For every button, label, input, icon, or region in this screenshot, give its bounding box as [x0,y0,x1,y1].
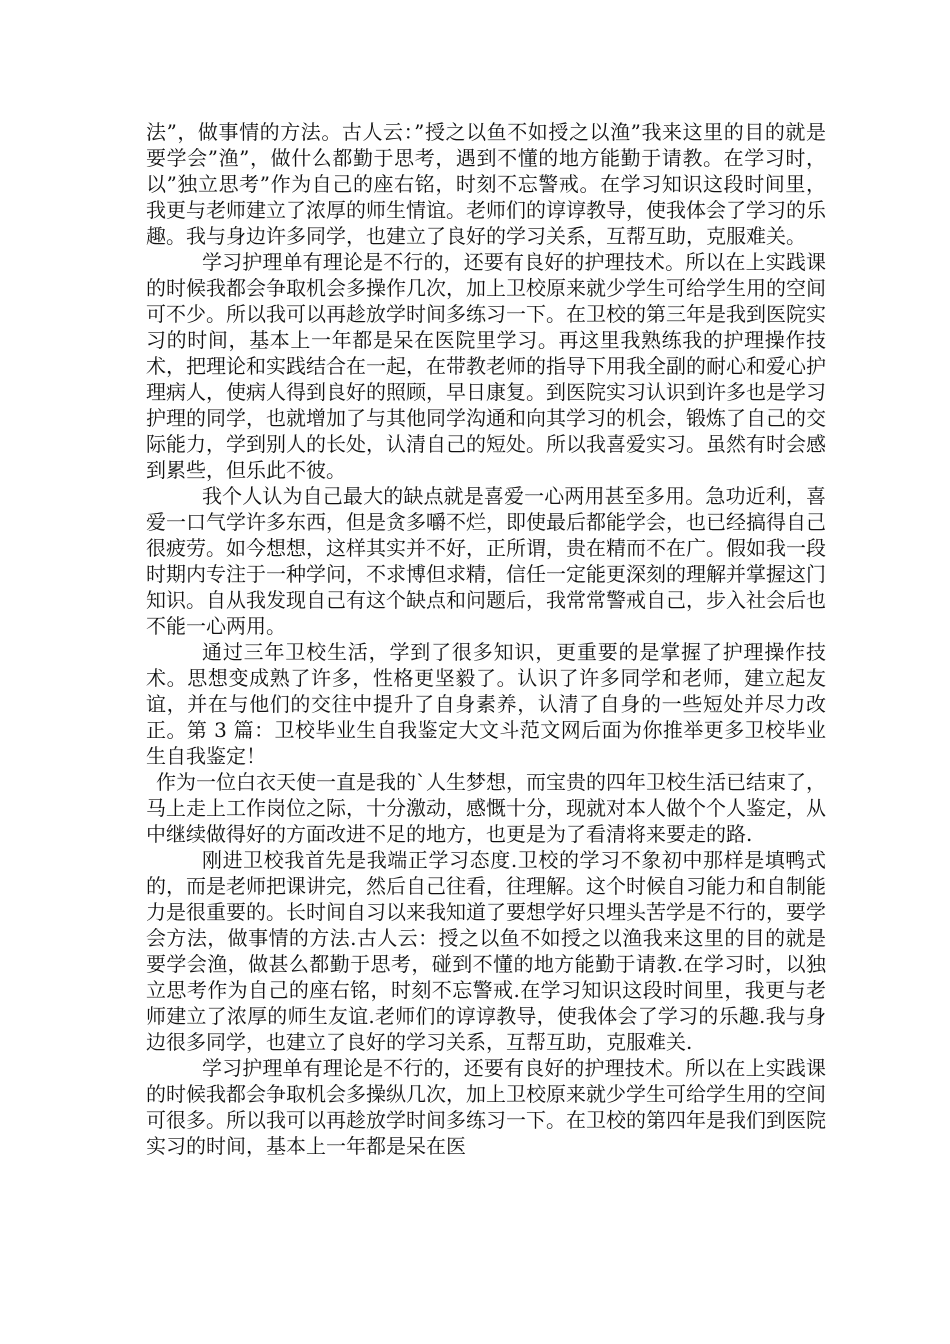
paragraph-6: 刚进卫校我首先是我端正学习态度.卫校的学习不象初中那样是填鸭式的，而是老师把课讲完，然后自己往看，往理解。这个时候自习能力和自制能力是很重要的。长时间自习以来我知道了要想学好只埋头苦学是不行的，要学会方法，做事情的方法.古人云：授之以鱼不如授之以渔我来这里的目的就是要学会渔，做甚么都勤于思考，碰到不懂的地方能勤于请教.在学习时，以独立思考作为自己的座右铭，时刻不忘警戒.在学习知识这段时间里，我更与老师建立了浓厚的师生友谊.老师们的谆谆教导，使我体会了学习的乐趣.我与身边很多同学，也建立了良好的学习关系，互帮互助，克服难关. [146,848,826,1054]
paragraph-5: 作为一位白衣天使一直是我的`人生梦想，而宝贵的四年卫校生活已结束了，马上走上工作岗位之际，十分激动，感慨十分，现就对本人做个个人鉴定，从中继续做得好的方面改进不足的地方，也更是为了看清将来要走的路. [146,770,826,846]
paragraph-3: 我个人认为自己最大的缺点就是喜爱一心两用甚至多用。急功近利，喜爱一口气学许多东西，但是贪多嚼不烂，即使最后都能学会，也已经搞得自己很疲劳。如今想想，这样其实并不好，正所谓，贵在精而不在广。假如我一段时期内专注于一种学问，不求博但求精，信任一定能更深刻的理解并掌握这门知识。自从我发现自己有这个缺点和问题后，我常常警戒自己，步入社会后也不能一心两用。 [146,484,826,638]
paragraph-2: 学习护理单有理论是不行的，还要有良好的护理技术。所以在上实践课的时候我都会争取机会多操作几次，加上卫校原来就少学生可给学生用的空间可不少。所以我可以再趁放学时间多练习一下。在卫校的第三年是我到医院实习的时间，基本上一年都是呆在医院里学习。再这里我熟练我的护理操作技术，把理论和实践结合在一起，在带教老师的指导下用我全副的耐心和爱心护理病人，使病人得到良好的照顾，早日康复。到医院实习认识到许多也是学习护理的同学，也就增加了与其他同学沟通和向其学习的机会，锻炼了自己的交际能力，学到别人的长处，认清自己的短处。所以我喜爱实习。虽然有时会感到累些，但乐此不彼。 [146,250,826,482]
paragraph-7: 学习护理单有理论是不行的，还要有良好的护理技术。所以在上实践课的时候我都会争取机会多操纵几次，加上卫校原来就少学生可给学生用的空间可很多。所以我可以再趁放学时间多练习一下。在卫校的第四年是我们到医院实习的时间，基本上一年都是呆在医 [146,1056,826,1158]
paragraph-1: 法”，做事情的方法。古人云：”授之以鱼不如授之以渔”我来这里的目的就是要学会”渔”，做什么都勤于思考，遇到不懂的地方能勤于请教。在学习时，以”独立思考”作为自己的座右铭，时刻不忘警戒。在学习知识这段时间里，我更与老师建立了浓厚的师生情谊。老师们的谆谆教导，使我体会了学习的乐趣。我与身边许多同学，也建立了良好的学习关系，互帮互助，克服难关。 [146,120,826,248]
paragraph-4: 通过三年卫校生活，学到了很多知识，更重要的是掌握了护理操作技术。思想变成熟了许多，性格更坚毅了。认识了许多同学和老师，建立起友谊，并在与他们的交往中提升了自身素养，认清了自身的一些短处并尽力改正。第 3 篇：卫校毕业生自我鉴定大文斗范文网后面为你推举更多卫校毕业生自我鉴定！ [146,640,826,768]
document-body [146,119,826,1159]
